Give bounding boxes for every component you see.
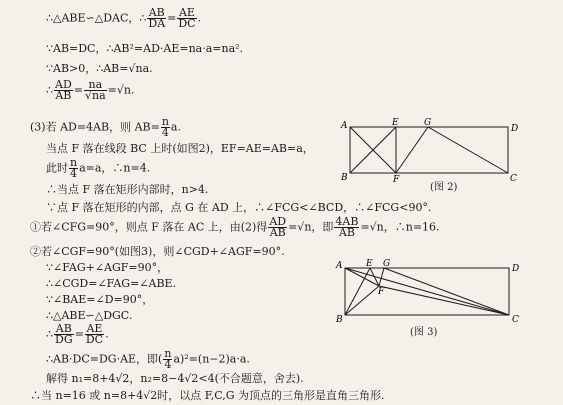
text: a. (170, 120, 181, 134)
text: = (167, 11, 177, 25)
text: =√n，∴n=16. (360, 220, 440, 234)
denominator: √na (84, 89, 106, 102)
fraction (85, 324, 104, 345)
line-similar-abe-dac (46, 8, 201, 29)
text: ∴AB·DC=DG·AE，即( (46, 352, 163, 366)
text: a=a，∴n=4. (79, 161, 151, 175)
fraction (69, 158, 78, 179)
fraction (161, 117, 170, 138)
line-ab-over-dg (46, 324, 109, 345)
denominator: DG (55, 333, 73, 346)
label-f: F (378, 287, 385, 297)
denominator: DC (85, 333, 104, 346)
numerator: AB (55, 322, 72, 335)
label-d: D (511, 124, 519, 134)
fraction (54, 324, 74, 345)
fraction (334, 217, 359, 238)
numerator: na (84, 80, 107, 91)
figure-3-caption: (图 3) (410, 327, 438, 338)
numerator: 4AB (335, 215, 359, 228)
text: = (74, 327, 84, 341)
line-part3-condition (30, 117, 181, 138)
label-b: B (336, 315, 343, 325)
text: (3)若 AD=4AB，则 AB= (30, 120, 160, 134)
segment-gc (428, 127, 508, 173)
figure-2 (338, 118, 523, 184)
text: . (197, 11, 202, 25)
text: = (73, 83, 83, 97)
fraction (268, 217, 287, 238)
text: ①若∠CFG=90°，则点 F 落在 AC 上，由(2)得 (30, 220, 268, 234)
figure-2-caption: (图 2) (430, 182, 458, 193)
line-solutions: 解得 n₁=8+4√2，n₂=8−4√2<4(不合题意，舍去). (46, 372, 304, 385)
line-case-1 (30, 217, 440, 238)
line-ad-over-ab (46, 80, 134, 101)
denominator: 4 (70, 167, 78, 180)
text: . (105, 327, 109, 341)
line-ab-squared: ∵AB=DC，∴AB²=AD·AE=na·a=na². (46, 42, 244, 55)
label-f: F (393, 175, 400, 184)
text: ∴ (46, 327, 53, 341)
label-g: G (383, 259, 391, 269)
numerator: AD (269, 215, 287, 228)
line-case-2: ②若∠CGF=90°(如图3)，则∠CGD+∠AGF=90°. (30, 245, 285, 258)
line-fag-agf: ∵∠FAG+∠AGF=90°， (46, 261, 169, 274)
segment-fg (379, 268, 384, 286)
denominator: AB (55, 89, 72, 102)
text: =√n. (107, 83, 135, 97)
label-g: G (424, 118, 432, 128)
numerator: AB (148, 6, 165, 19)
text: ∴△ABE∽△DAC，∴ (46, 11, 147, 25)
line-conclusion: ∴当 n=16 或 n=8+4√2时，以点 F,C,G 为顶点的三角形是直角三角形. (30, 389, 385, 402)
line-equation (46, 349, 250, 370)
label-b: B (341, 173, 348, 183)
segment-bf (345, 286, 379, 315)
text: =√n，即 (288, 220, 334, 234)
line-n-equals-4 (46, 158, 150, 179)
numerator: n (164, 347, 172, 360)
text: ∴ (46, 83, 53, 97)
fraction (163, 349, 172, 370)
numerator: AE (86, 322, 103, 335)
numerator: n (70, 156, 78, 169)
line-f-on-bc: 当点 F 落在线段 BC 上时(如图2)，EF=AE=AB=a， (46, 142, 314, 155)
line-n-greater-4: ∴当点 F 落在矩形内部时，n>4. (46, 183, 209, 196)
label-e: E (366, 259, 373, 269)
label-e: E (392, 118, 399, 128)
fraction (147, 8, 166, 29)
line-cgd-fag: ∴∠CGD=∠FAG=∠ABE. (46, 277, 177, 290)
denominator: 4 (161, 126, 169, 139)
fraction (54, 80, 73, 101)
numerator: n (161, 115, 169, 128)
line-angle-fcg: ∵点 F 落在矩形的内部，点 G 在 AD 上，∴∠FCG<∠BCD，∴∠FCG<90°. (46, 201, 432, 214)
numerator: AD (55, 78, 72, 91)
numerator: AE (178, 6, 195, 19)
denominator: 4 (164, 358, 172, 371)
label-c: C (510, 174, 517, 184)
fraction (177, 8, 196, 29)
denominator: AB (269, 226, 286, 239)
text: a)²=(n−2)a·a. (173, 352, 250, 366)
line-similar-abe-dgc: ∴△ABE∽△DGC. (46, 309, 133, 322)
segment-ac (345, 268, 509, 315)
figure-3 (332, 258, 522, 326)
line-bae-d: ∵∠BAE=∠D=90°， (46, 293, 154, 306)
fraction (84, 80, 107, 101)
line-ab-positive: ∵AB>0，∴AB=√na. (46, 62, 153, 75)
denominator: DC (178, 17, 196, 30)
label-c: C (512, 315, 519, 325)
label-a: A (341, 121, 348, 131)
label-d: D (512, 264, 520, 274)
text: 此时 (46, 161, 68, 175)
denominator: AB (338, 226, 355, 239)
segment-fg (396, 127, 428, 173)
denominator: DA (148, 17, 166, 30)
label-a: A (336, 261, 343, 271)
